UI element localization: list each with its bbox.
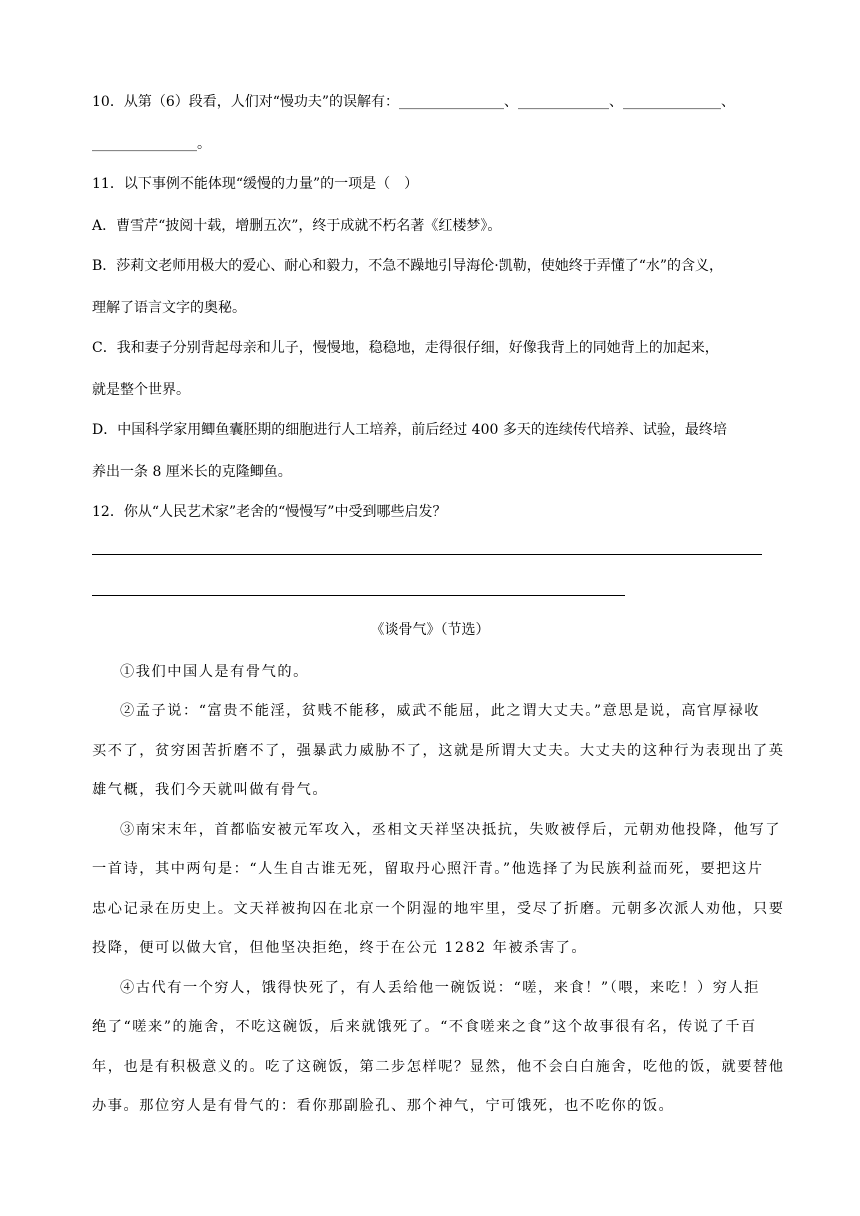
- article-paragraph-3-line-4: 投降，便可以做大官，但他坚决拒绝，终于在公元 1282 年被杀害了。: [92, 940, 588, 956]
- article-paragraph-3-line-3: 忠心记录在历史上。文天祥被拘囚在北京一个阴湿的地牢里，受尽了折磨。元朝多次派人劝他，只要: [92, 901, 785, 917]
- question-11-option-d-line-2: 养出一条 8 厘米长的克隆鲫鱼。: [92, 464, 292, 480]
- article-title: 《谈骨气》（节选）: [370, 622, 490, 638]
- article-paragraph-3-line-1: ③南宋末年，首都临安被元军攻入，丞相文天祥坚决抵抗，失败被俘后，元朝劝他投降，他写了: [120, 822, 781, 838]
- answer-line-2[interactable]: [92, 595, 625, 596]
- article-paragraph-4-line-4: 办事。那位穷人是有骨气的：看你那副脸孔、那个神气，宁可饿死，也不吃你的饭。: [92, 1098, 675, 1114]
- answer-line-1[interactable]: [92, 554, 762, 555]
- article-paragraph-2-line-1: ②孟子说：“富贵不能淫，贫贱不能移，威武不能屈，此之谓大丈夫。”意思是说，高官厚禄收: [120, 703, 761, 719]
- question-10-line-1: 10．从第（6）段看，人们对“慢功夫”的误解有：_______________、_____________、______________、: [92, 94, 736, 110]
- article-paragraph-2-line-2: 买不了，贫穷困苦折磨不了，强暴武力威胁不了，这就是所谓大丈夫。大丈夫的这种行为表现出了英: [92, 743, 785, 759]
- question-12-stem: 12．你从“人民艺术家”老舍的“慢慢写”中受到哪些启发？: [92, 504, 447, 520]
- article-paragraph-2-line-3: 雄气概，我们今天就叫做有骨气。: [92, 782, 329, 798]
- question-11-option-b-line-1: B．莎莉文老师用极大的爱心、耐心和毅力，不急不躁地引导海伦·凯勒，使她终于弄懂了“水”的含义，: [92, 258, 724, 274]
- article-paragraph-1: ①我们中国人是有骨气的。: [120, 664, 309, 680]
- question-11-option-c-line-1: C．我和妻子分别背起母亲和儿子，慢慢地，稳稳地，走得很仔细，好像我背上的同她背上的加起来，: [92, 340, 719, 356]
- question-11-option-c-line-2: 就是整个世界。: [92, 382, 190, 398]
- article-paragraph-4-line-1: ④古代有一个穷人，饿得快死了，有人丢给他一碗饭说：“嗟，来食！”（喂，来吃！）穷人拒: [120, 980, 761, 996]
- article-paragraph-4-line-3: 年，也是有积极意义的。吃了这碗饭，第二步怎样呢？显然，他不会白白施舍，吃他的饭，就要替他: [92, 1059, 785, 1075]
- question-10-line-2: _______________。: [92, 136, 211, 152]
- article-paragraph-4-line-2: 绝了“嗟来”的施舍，不吃这碗饭，后来就饿死了。“不食嗟来之食”这个故事很有名，传说了千百: [92, 1019, 757, 1035]
- question-11-option-a: A．曹雪芹“披阅十载，增删五次”，终于成就不朽名著《红楼梦》。: [92, 218, 502, 234]
- question-11-option-b-line-2: 理解了语言文字的奥秘。: [92, 300, 246, 316]
- article-paragraph-3-line-2: 一首诗，其中两句是：“人生自古谁无死，留取丹心照汗青。”他选择了为民族利益而死，要把这片: [92, 861, 764, 877]
- question-11-option-d-line-1: D．中国科学家用鲫鱼囊胚期的细胞进行人工培养，前后经过 400 多天的连续传代培养、试验，最终培: [92, 422, 727, 438]
- question-11-stem: 11．以下事例不能体现“缓慢的力量”的一项是（ ）: [92, 176, 419, 192]
